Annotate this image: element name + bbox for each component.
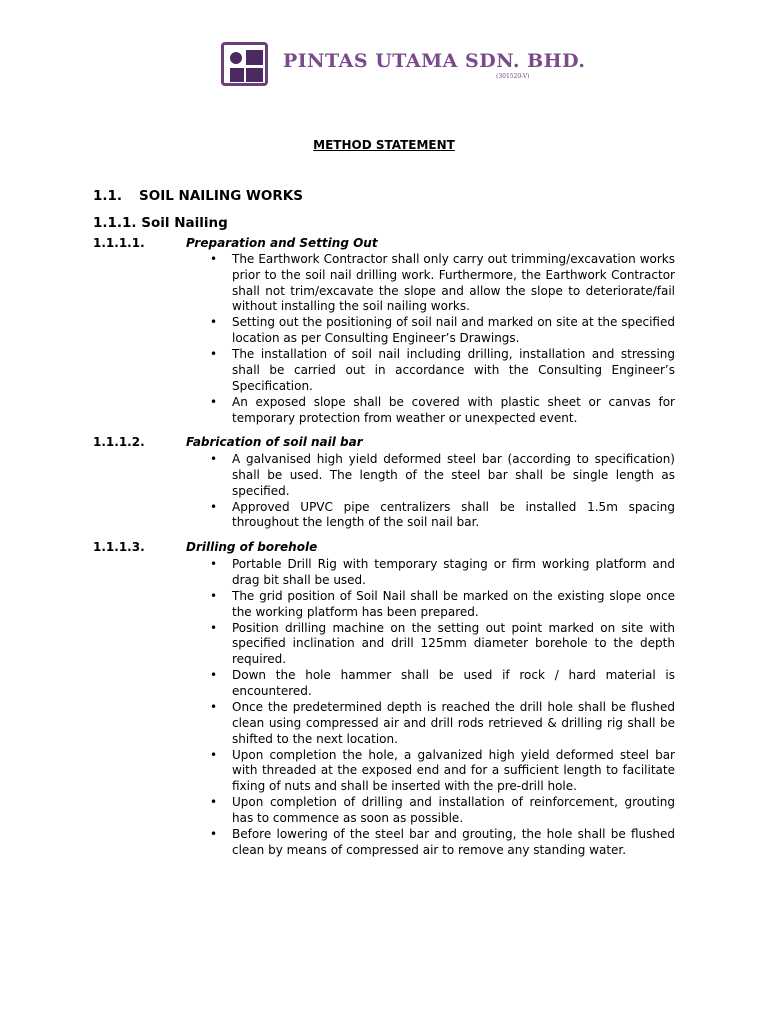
logo-circle (230, 52, 242, 64)
list-item: • Approved UPVC pipe centralizers shall be installed 1.5m spacing throughout the length of the soil nail bar. (206, 500, 675, 532)
company-reg-no: (301520-V) (496, 73, 530, 80)
list-item: • An exposed slope shall be covered with plastic sheet or canvas for temporary protection from weather or unexpected event. (206, 395, 675, 427)
company-logo (221, 42, 268, 86)
list-item: • Down the hole hammer shall be used if rock / hard material is encountered. (206, 668, 675, 700)
list-item: • Setting out the positioning of soil nail and marked on site at the specified location as per Consulting Engineer’s Drawings. (206, 315, 675, 347)
part-heading (93, 236, 378, 250)
section-title: SOIL NAILING WORKS (139, 188, 303, 204)
logo-square-top (246, 50, 263, 65)
letterhead (221, 42, 586, 88)
company-name: PINTAS UTAMA SDN. BHD. (283, 50, 586, 72)
section-heading (93, 188, 303, 204)
list-item: • A galvanised high yield deformed steel bar (according to specification) shall be used. The length of the steel bar shall be single length as specified. (206, 452, 675, 499)
part-heading (93, 435, 363, 449)
section-number: 1.1. (93, 188, 123, 204)
list-item: • Portable Drill Rig with temporary staging or firm working platform and drag bit shall be used. (206, 557, 675, 589)
part-title: Fabrication of soil nail bar (186, 435, 363, 449)
part-number: 1.1.1.1. (93, 236, 145, 250)
subsection-heading (93, 215, 228, 231)
bullet-list (206, 252, 675, 427)
part-title: Preparation and Setting Out (186, 236, 378, 250)
part-heading (93, 540, 317, 554)
list-item: • Upon completion of drilling and installation of reinforcement, grouting has to commence as soon as possible. (206, 795, 675, 827)
part-title: Drilling of borehole (186, 540, 318, 554)
subsection-title: Soil Nailing (141, 215, 228, 231)
list-item: • The grid position of Soil Nail shall be marked on the existing slope once the working platform has been prepared. (206, 589, 675, 621)
part-number: 1.1.1.3. (93, 540, 145, 554)
subsection-number: 1.1.1. (93, 215, 137, 231)
bullet-list (206, 452, 675, 531)
list-item: • Once the predetermined depth is reached the drill hole shall be flushed clean using compressed air and drill rods retrieved & drilling rig shall be shifted to the next location. (206, 700, 675, 747)
list-item: • Before lowering of the steel bar and grouting, the hole shall be flushed clean by means of compressed air to remove any standing water. (206, 827, 675, 859)
part-number: 1.1.1.2. (93, 435, 145, 449)
logo-square-bottom-left (230, 68, 244, 82)
list-item: • Upon completion the hole, a galvanized high yield deformed steel bar with threaded at the exposed end and for a sufficient length to facilitate fixing of nuts and shall be inserted with the pre-drill hole. (206, 748, 675, 795)
list-item: • Position drilling machine on the setting out point marked on site with specified inclination and drill 125mm diameter borehole to the depth required. (206, 621, 675, 668)
logo-square-bottom-right (246, 68, 263, 82)
bullet-list (206, 557, 675, 859)
list-item: • The installation of soil nail including drilling, installation and stressing shall be carried out in accordance with the Consulting Engineer’s Specification. (206, 347, 675, 394)
list-item: • The Earthwork Contractor shall only carry out trimming/excavation works prior to the soil nail drilling work. Furthermore, the Earthwork Contractor shall not trim/excavate the slope and allow the slope to deteriorate/fail without installing the soil nailing works. (206, 252, 675, 315)
document-title: METHOD STATEMENT (313, 138, 455, 152)
